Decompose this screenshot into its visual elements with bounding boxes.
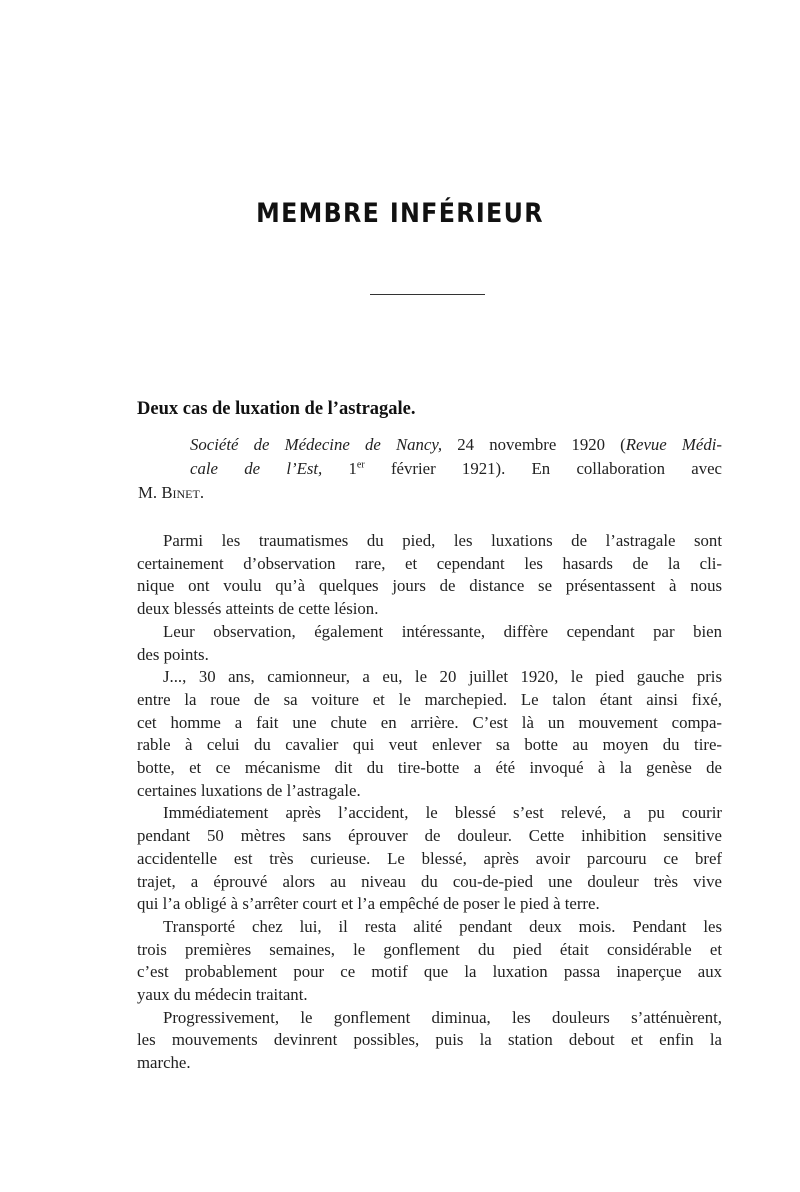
citation-sup: er (356, 459, 365, 471)
citation-period: . (199, 483, 205, 502)
title-divider (370, 294, 485, 295)
text-line: Immédiatement après l’accident, le blessé s’est relevé, a pu courir (163, 803, 722, 823)
text-line: nique ont voulu qu’à quelques jours de distance se présentassent à nous (137, 576, 722, 596)
text-line: Leur observation, également intéressante, diffère cependant par bien (163, 621, 722, 641)
text-line: cet homme a fait une chute en arrière. C’est là un mouvement compa- (137, 712, 722, 732)
page-title: MEMBRE INFÉRIEUR (256, 198, 544, 229)
text-line: pendant 50 mètres sans éprouver de douleur. Cette inhibition sensitive (137, 826, 722, 846)
citation-review: Revue Médi- (625, 435, 722, 454)
text-line: accidentelle est très curieuse. Le blessé, après avoir parcouru ce bref (137, 848, 722, 868)
text-line: qui l’a obligé à s’arrêter court et l’a empêché de poser le pied à terre. (137, 894, 600, 914)
section-heading: Deux cas de luxation de l’astragale. (137, 399, 416, 419)
citation-author: Binet (161, 483, 200, 502)
text-line: c’est probablement pour ce motif que la luxation passa inaperçue aux (137, 962, 722, 982)
text-line: des points. (137, 644, 209, 664)
paragraph (137, 802, 722, 916)
citation (138, 433, 722, 505)
text-line: rable à celui du cavalier qui veut enlever sa botte au moyen du tire- (137, 735, 722, 755)
paragraph (137, 530, 722, 621)
text-line: trajet, a éprouvé alors au niveau du cou-de-pied une douleur très vive (137, 871, 722, 891)
text-line: deux blessés atteints de cette lésion. (137, 599, 379, 619)
text-line: marche. (137, 1053, 191, 1073)
text-line: certaines luxations de l’astragale. (137, 780, 361, 800)
text-line: yaux du médecin traitant. (137, 985, 308, 1005)
citation-day: 1 (322, 459, 357, 478)
paragraph (137, 1007, 722, 1075)
paragraph (137, 621, 722, 666)
citation-date: 24 novembre 1920 ( (442, 435, 626, 454)
text-line: J..., 30 ans, camionneur, a eu, le 20 juillet 1920, le pied gauche pris (163, 667, 722, 687)
text-line: Transporté chez lui, il resta alité pendant deux mois. Pendant les (163, 916, 722, 936)
citation-journal: Société de Médecine de Nancy, (190, 435, 443, 454)
paragraph (137, 666, 722, 802)
paragraph (137, 916, 722, 1007)
body-text (137, 530, 722, 1075)
text-line: botte, et ce mécanisme dit du tire-botte a été invoqué à la genèse de (137, 758, 722, 778)
text-line: les mouvements devinrent possibles, puis la station debout et enfin la (137, 1030, 722, 1050)
citation-collab: février 1921). En collaboration avec (364, 459, 722, 478)
text-line: Progressivement, le gonflement diminua, les douleurs s’atténuèrent, (163, 1007, 722, 1027)
text-line: entre la roue de sa voiture et le marchepied. Le talon étant ainsi fixé, (137, 689, 722, 709)
text-line: trois premières semaines, le gonflement du pied était considérable et (137, 939, 722, 959)
text-line: Parmi les traumatismes du pied, les luxations de l’astragale sont (163, 531, 722, 550)
citation-review-cont: cale de l’Est, (190, 459, 323, 478)
citation-mr: M. (138, 483, 162, 502)
text-line: certainement d’observation rare, et cependant les hasards de la cli- (137, 553, 722, 573)
